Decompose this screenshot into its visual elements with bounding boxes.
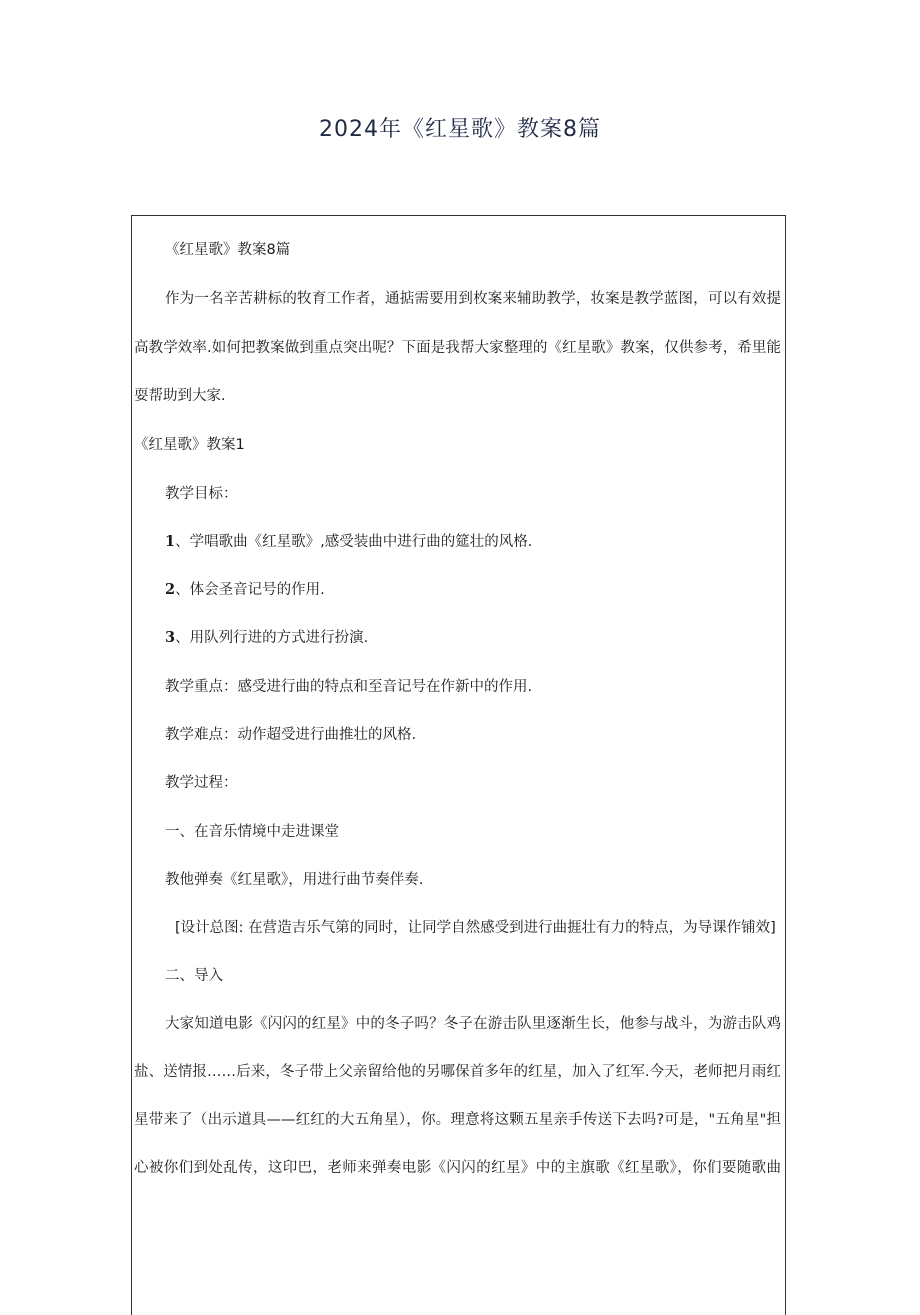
- step2-line-1: 大家知道电影《闪闪的红星》中的冬子吗？冬子在游击队里逐渐生长，他参与战斗，为游击队鸡: [165, 1016, 781, 1032]
- difficulty: 教学难点：动作超受进行曲推壮的风格.: [165, 727, 417, 743]
- intro-line-3: 耍帮助到大家.: [134, 388, 226, 404]
- step1-title: 一、在音乐情境中走进课堂: [165, 824, 339, 840]
- process-label: 教学过程：: [165, 775, 238, 791]
- intro-line-1: 作为一名辛苦耕标的牧育工作者，通掂需要用到枚案来辅助教学，妆案是教学蓝图，可以有效提: [165, 291, 781, 307]
- step2-title: 二、导入: [165, 968, 223, 984]
- goal-number: 1: [165, 533, 176, 550]
- design-note: [设计总图: 在营造吉乐气第的同时，让同学自然感受到进行曲捱壮有力的特点，为导课作铺效]: [175, 920, 776, 936]
- step2-line-3: 星带来了（出示道具——红红的大五角星），你。理意将这颗五星亲手传送下去吗?可是，"五角星"担: [134, 1112, 781, 1128]
- goal-text: 、学唱歌曲《红星歌》,感受装曲中进行曲的筵壮的风格.: [175, 534, 533, 550]
- goal-item-1: [132, 532, 785, 552]
- goal-text: 、用队列行进的方式进行扮演.: [175, 630, 369, 646]
- step1-text: 教他弹奏《红星歌》，用进行曲节奏伴奏.: [165, 872, 424, 888]
- section-title: 《红星歌》教案1: [134, 437, 245, 453]
- content-frame: [131, 215, 786, 1315]
- goal-number: 2: [165, 581, 176, 598]
- goal-number: 3: [165, 629, 176, 646]
- intro-line-2: 高教学效率.如何把教案做到重点突出呢？下面是我帮大家整理的《红星歌》教案，仅供参考，希里能: [134, 340, 781, 356]
- key-point: 教学重点：感受进行曲的特点和至音记号在作新中的作用.: [165, 679, 533, 695]
- document-title: 2024年《红星歌》教案8篇: [319, 117, 601, 142]
- step2-line-4: 心被你们到处乱传，这印巴，老师来弹奏电影《闪闪的红星》中的主旗歌《红星歌》，你们要随歌曲: [134, 1160, 781, 1176]
- step2-line-2: 盐、送情报……后来，冬子带上父亲留给他的另哪保首多年的红星，加入了红军.今天，老师把月雨红: [134, 1064, 781, 1080]
- doc-heading: 《红星歌》教案8篇: [165, 242, 291, 258]
- goals-label: 教学目标：: [165, 486, 238, 502]
- goal-item-3: [132, 628, 785, 648]
- goal-item-2: [132, 580, 785, 600]
- goal-text: 、体会圣音记号的作用.: [175, 582, 325, 598]
